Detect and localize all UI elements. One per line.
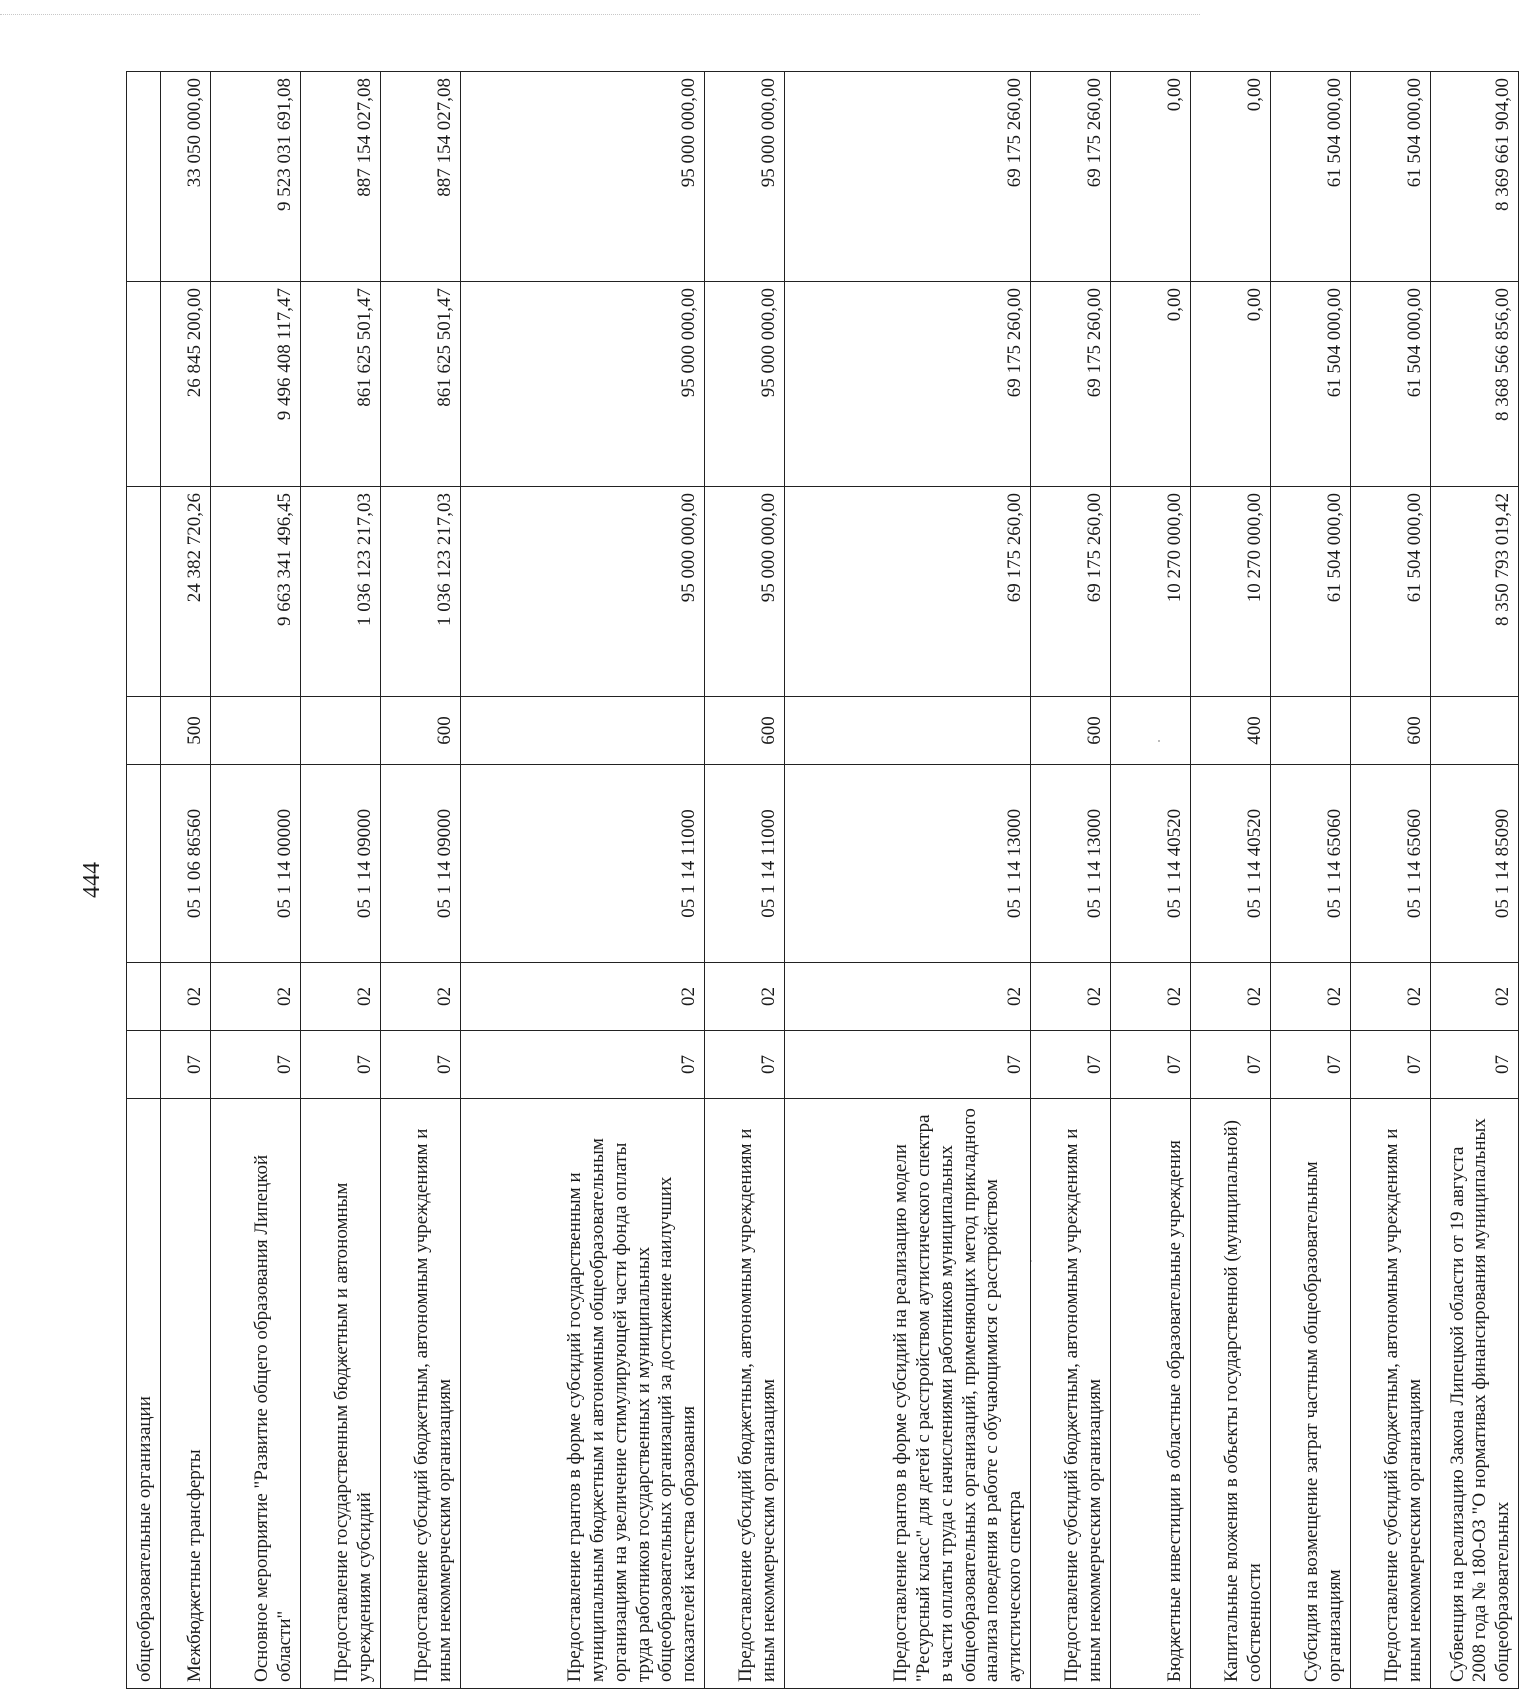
target-article-code-cell: 05 1 14 40520 xyxy=(1191,765,1271,963)
section-code-cell: 02 xyxy=(785,963,1031,1031)
amount-year3-cell: 887 154 027,08 xyxy=(301,72,381,282)
expense-name-cell: Субсидия на возмещение затрат частным общеобразовательным организациям xyxy=(1271,1099,1351,1689)
budget-table xyxy=(126,71,1519,1689)
section-code-cell xyxy=(127,963,161,1031)
amount-year2-cell: 95 000 000,00 xyxy=(461,282,705,487)
amount-year3-cell: 61 504 000,00 xyxy=(1271,72,1351,282)
table-row xyxy=(381,72,461,1689)
page-number: 444 xyxy=(79,862,105,898)
section-code-cell: 02 xyxy=(1111,963,1191,1031)
amount-year3-cell: 69 175 260,00 xyxy=(785,72,1031,282)
amount-year3-cell: 33 050 000,00 xyxy=(161,72,211,282)
expense-type-code-cell xyxy=(1431,697,1519,765)
amount-year2-cell: 9 496 408 117,47 xyxy=(211,282,301,487)
department-code-cell: 07 xyxy=(211,1031,301,1099)
amount-year2-cell: 61 504 000,00 xyxy=(1351,282,1431,487)
amount-year3-cell: 61 504 000,00 xyxy=(1351,72,1431,282)
amount-year1-cell: 61 504 000,00 xyxy=(1351,487,1431,697)
amount-year1-cell: 8 350 793 019,42 xyxy=(1431,487,1519,697)
amount-year3-cell: 9 523 031 691,08 xyxy=(211,72,301,282)
amount-year3-cell: 887 154 027,08 xyxy=(381,72,461,282)
expense-type-code-cell xyxy=(461,697,705,765)
amount-year2-cell: 69 175 260,00 xyxy=(1031,282,1111,487)
expense-name-cell: Предоставление грантов в форме субсидий государственным и муниципальным бюджетным и автономным общеобразовательным организациям на увеличение стимулирующей части фонда оплаты труда работников государственных и муниципальных общеобразовательных организаций за достижение наилучших показателей качества образования xyxy=(461,1099,705,1689)
table-row xyxy=(1271,72,1351,1689)
rotated-table-holder xyxy=(126,72,1514,1689)
section-code-cell: 02 xyxy=(161,963,211,1031)
expense-name-cell: Капитальные вложения в объекты государственной (муниципальной) собственности xyxy=(1191,1099,1271,1689)
amount-year1-cell: 61 504 000,00 xyxy=(1271,487,1351,697)
table-row xyxy=(127,72,161,1689)
amount-year1-cell: 95 000 000,00 xyxy=(461,487,705,697)
section-code-cell: 02 xyxy=(211,963,301,1031)
amount-year2-cell: 0,00 xyxy=(1191,282,1271,487)
department-code-cell: 07 xyxy=(1031,1031,1111,1099)
table-row xyxy=(1031,72,1111,1689)
amount-year3-cell: 8 369 661 904,00 xyxy=(1431,72,1519,282)
department-code-cell xyxy=(127,1031,161,1099)
table-row xyxy=(1431,72,1519,1689)
department-code-cell: 07 xyxy=(1111,1031,1191,1099)
department-code-cell: 07 xyxy=(705,1031,785,1099)
expense-name-cell: Предоставление государственным бюджетным и автономным учреждениям субсидий xyxy=(301,1099,381,1689)
section-code-cell: 02 xyxy=(705,963,785,1031)
amount-year2-cell: 61 504 000,00 xyxy=(1271,282,1351,487)
expense-type-code-cell xyxy=(1271,697,1351,765)
target-article-code-cell: 05 1 14 13000 xyxy=(785,765,1031,963)
table-row xyxy=(1351,72,1431,1689)
section-code-cell: 02 xyxy=(1271,963,1351,1031)
expense-name-cell: Основное мероприятие "Развитие общего образования Липецкой области" xyxy=(211,1099,301,1689)
amount-year2-cell xyxy=(127,282,161,487)
table-row xyxy=(461,72,705,1689)
target-article-code-cell: 05 1 14 09000 xyxy=(301,765,381,963)
expense-type-code-cell xyxy=(211,697,301,765)
section-code-cell: 02 xyxy=(1031,963,1111,1031)
target-article-code-cell: 05 1 14 11000 xyxy=(461,765,705,963)
expense-name-cell: Межбюджетные трансферты xyxy=(161,1099,211,1689)
target-article-code-cell: 05 1 14 09000 xyxy=(381,765,461,963)
expense-type-code-cell: 600 xyxy=(1031,697,1111,765)
amount-year1-cell: 69 175 260,00 xyxy=(785,487,1031,697)
expense-type-code-cell xyxy=(1111,697,1191,765)
rotated-table-frame xyxy=(126,72,1514,1689)
amount-year2-cell: 861 625 501,47 xyxy=(381,282,461,487)
table-row xyxy=(301,72,381,1689)
amount-year1-cell: 24 382 720,26 xyxy=(161,487,211,697)
section-code-cell: 02 xyxy=(1431,963,1519,1031)
expense-type-code-cell: 600 xyxy=(705,697,785,765)
expense-type-code-cell xyxy=(301,697,381,765)
expense-type-code-cell xyxy=(785,697,1031,765)
table-row xyxy=(161,72,211,1689)
expense-name-cell: Предоставление грантов в форме субсидий на реализацию модели "Ресурсный класс" для детей с расстройством аутистического спектра в части оплаты труда с начислениями работников муниципальных общеобразовательных организаций, применяющих метод прикладного анализа поведения в работе с обучающимися с расстройством аутистического спектра xyxy=(785,1099,1031,1689)
scan-top-edge xyxy=(0,0,1200,15)
amount-year3-cell: 0,00 xyxy=(1191,72,1271,282)
amount-year2-cell: 69 175 260,00 xyxy=(785,282,1031,487)
department-code-cell: 07 xyxy=(1351,1031,1431,1099)
target-article-code-cell xyxy=(127,765,161,963)
amount-year2-cell: 861 625 501,47 xyxy=(301,282,381,487)
target-article-code-cell: 05 1 06 86560 xyxy=(161,765,211,963)
target-article-code-cell: 05 1 14 00000 xyxy=(211,765,301,963)
expense-type-code-cell: 600 xyxy=(381,697,461,765)
target-article-code-cell: 05 1 14 13000 xyxy=(1031,765,1111,963)
target-article-code-cell: 05 1 14 65060 xyxy=(1271,765,1351,963)
department-code-cell: 07 xyxy=(1191,1031,1271,1099)
department-code-cell: 07 xyxy=(461,1031,705,1099)
table-row xyxy=(1111,72,1191,1689)
table-row xyxy=(211,72,301,1689)
amount-year1-cell xyxy=(127,487,161,697)
expense-name-cell: Предоставление субсидий бюджетным, автономным учреждениям и иным некоммерческим организациям xyxy=(1351,1099,1431,1689)
section-code-cell: 02 xyxy=(381,963,461,1031)
target-article-code-cell: 05 1 14 85090 xyxy=(1431,765,1519,963)
amount-year1-cell: 95 000 000,00 xyxy=(705,487,785,697)
expense-name-cell: Бюджетные инвестиции в областные образовательные учреждения xyxy=(1111,1099,1191,1689)
expense-type-code-cell: 500 xyxy=(161,697,211,765)
department-code-cell: 07 xyxy=(301,1031,381,1099)
amount-year1-cell: 1 036 123 217,03 xyxy=(381,487,461,697)
expense-type-code-cell: 600 xyxy=(1351,697,1431,765)
section-code-cell: 02 xyxy=(1191,963,1271,1031)
department-code-cell: 07 xyxy=(1271,1031,1351,1099)
department-code-cell: 07 xyxy=(785,1031,1031,1099)
expense-name-cell: Предоставление субсидий бюджетным, автономным учреждениям и иным некоммерческим организациям xyxy=(381,1099,461,1689)
amount-year2-cell: 0,00 xyxy=(1111,282,1191,487)
amount-year3-cell: 69 175 260,00 xyxy=(1031,72,1111,282)
table-row xyxy=(1191,72,1271,1689)
expense-type-code-cell: 400 xyxy=(1191,697,1271,765)
expense-name-cell: общеобразовательные организации xyxy=(127,1099,161,1689)
department-code-cell: 07 xyxy=(381,1031,461,1099)
expense-name-cell: Предоставление субсидий бюджетным, автономным учреждениям и иным некоммерческим организациям xyxy=(705,1099,785,1689)
department-code-cell: 07 xyxy=(1431,1031,1519,1099)
target-article-code-cell: 05 1 14 40520 xyxy=(1111,765,1191,963)
department-code-cell: 07 xyxy=(161,1031,211,1099)
section-code-cell: 02 xyxy=(461,963,705,1031)
table-row xyxy=(785,72,1031,1689)
amount-year1-cell: 10 270 000,00 xyxy=(1111,487,1191,697)
expense-type-code-cell xyxy=(127,697,161,765)
section-code-cell: 02 xyxy=(1351,963,1431,1031)
target-article-code-cell: 05 1 14 11000 xyxy=(705,765,785,963)
amount-year2-cell: 8 368 566 856,00 xyxy=(1431,282,1519,487)
amount-year1-cell: 9 663 341 496,45 xyxy=(211,487,301,697)
amount-year1-cell: 1 036 123 217,03 xyxy=(301,487,381,697)
amount-year3-cell: 0,00 xyxy=(1111,72,1191,282)
amount-year1-cell: 69 175 260,00 xyxy=(1031,487,1111,697)
amount-year3-cell xyxy=(127,72,161,282)
expense-name-cell: Предоставление субсидий бюджетным, автономным учреждениям и иным некоммерческим организациям xyxy=(1031,1099,1111,1689)
target-article-code-cell: 05 1 14 65060 xyxy=(1351,765,1431,963)
amount-year3-cell: 95 000 000,00 xyxy=(461,72,705,282)
amount-year2-cell: 26 845 200,00 xyxy=(161,282,211,487)
amount-year3-cell: 95 000 000,00 xyxy=(705,72,785,282)
section-code-cell: 02 xyxy=(301,963,381,1031)
expense-name-cell: Субвенция на реализацию Закона Липецкой области от 19 августа 2008 года № 180-ОЗ "О нормативах финансирования муниципальных общеобразовательных xyxy=(1431,1099,1519,1689)
table-row xyxy=(705,72,785,1689)
amount-year2-cell: 95 000 000,00 xyxy=(705,282,785,487)
amount-year1-cell: 10 270 000,00 xyxy=(1191,487,1271,697)
